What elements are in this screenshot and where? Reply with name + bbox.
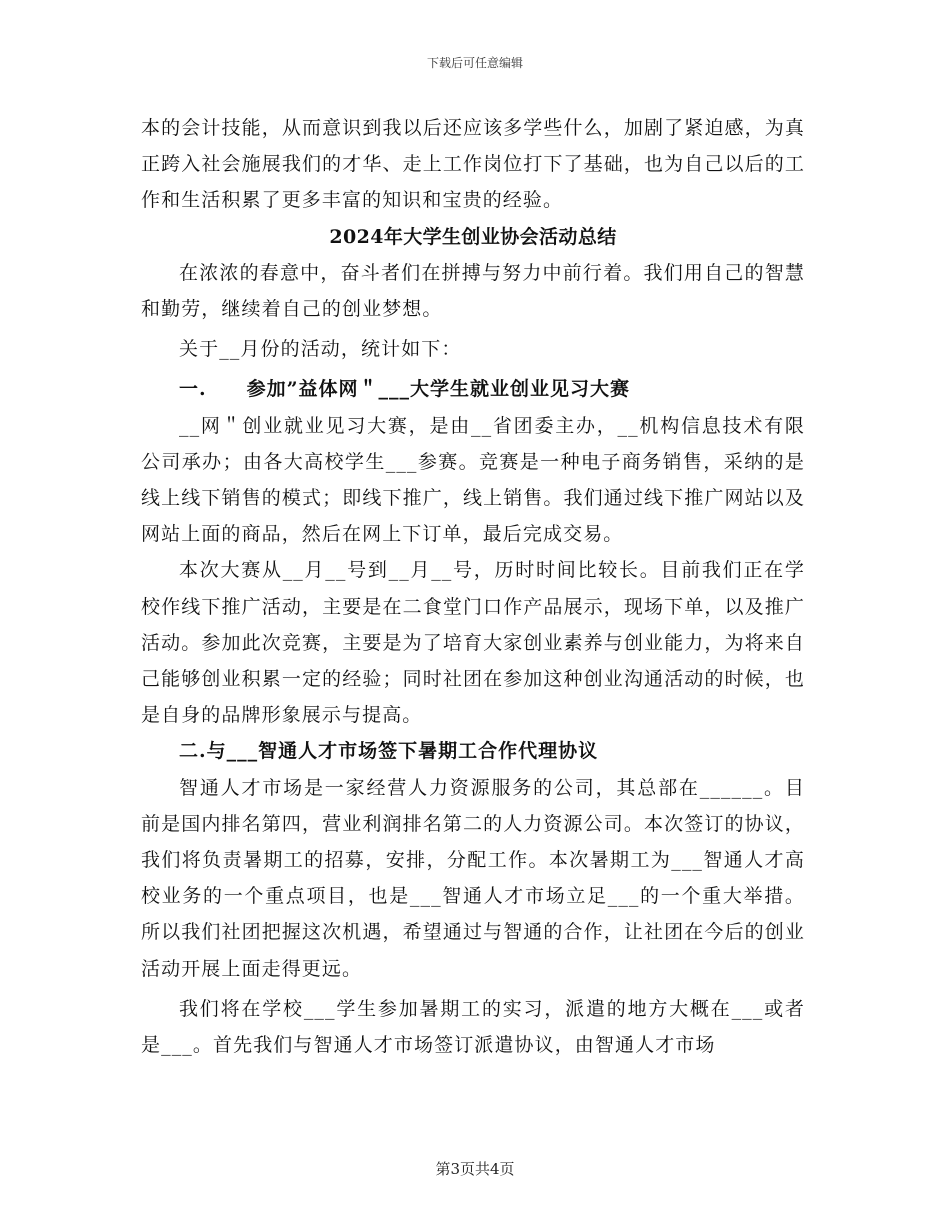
document-body	[141, 110, 805, 1063]
paragraph-stats-intro: 关于__月份的活动，统计如下：	[179, 338, 462, 361]
section-heading-1: 一. 参加”益体网＂___大学生就业创业见习大赛	[179, 378, 631, 401]
paragraph-summer-work: 我们将在学校___学生参加暑期工的实习，派遣的地方大概在___或者是___。首先我们与智通人才市场签订派遣协议，由智通人才市场	[141, 997, 805, 1057]
paragraph-competition: __网＂创业就业见习大赛，是由__省团委主办，__机构信息技术有限公司承办；由各大高校学生___参赛。竞赛是一种电子商务销售，采纳的是线上线下销售的模式；即线下推广，线上销售。我们通过线下推广网站以及网站上面的商品，然后在网上下订单，最后完成交易。	[141, 414, 805, 546]
paragraph-competition-detail: 本次大赛从__月__号到__月__号，历时时间比较长。目前我们正在学校作线下推广活动，主要是在二食堂门口作产品展示，现场下单，以及推广活动。参加此次竞赛，主要是为了培育大家创业素养与创业能力，为将来自己能够创业积累一定的经验；同时社团在参加这种创业沟通活动的时候，也是自身的品牌形象展示与提高。	[141, 559, 805, 727]
document-title: 2024年大学生创业协会活动总结	[329, 225, 617, 248]
paragraph-zhitong: 智通人才市场是一家经营人力资源服务的公司，其总部在______。目前是国内排名第四，营业利润排名第二的人力资源公司。本次签订的协议，我们将负责暑期工的招募，安排，分配工作。本次暑期工为___智通人才高校业务的一个重点项目，也是___智通人才市场立足___的一个重大举措。所以我们社团把握这次机遇，希望通过与智通的合作，让社团在今后的创业活动开展上面走得更远。	[141, 776, 805, 980]
page-header: 下载后可任意编辑	[426, 56, 523, 70]
page-footer: 第3页共4页	[435, 1160, 515, 1178]
paragraph-intro: 在浓浓的春意中，奋斗者们在拼搏与努力中前行着。我们用自己的智慧和勤劳，继续着自己的创业梦想。	[141, 261, 805, 321]
paragraph-continuation: 本的会计技能，从而意识到我以后还应该多学些什么，加剧了紧迫感，为真正跨入社会施展我们的才华、走上工作岗位打下了基础，也为自己以后的工作和生活积累了更多丰富的知识和宝贵的经验。	[141, 117, 805, 212]
section-heading-2: 二.与___智通人才市场签下暑期工合作代理协议	[179, 740, 599, 763]
